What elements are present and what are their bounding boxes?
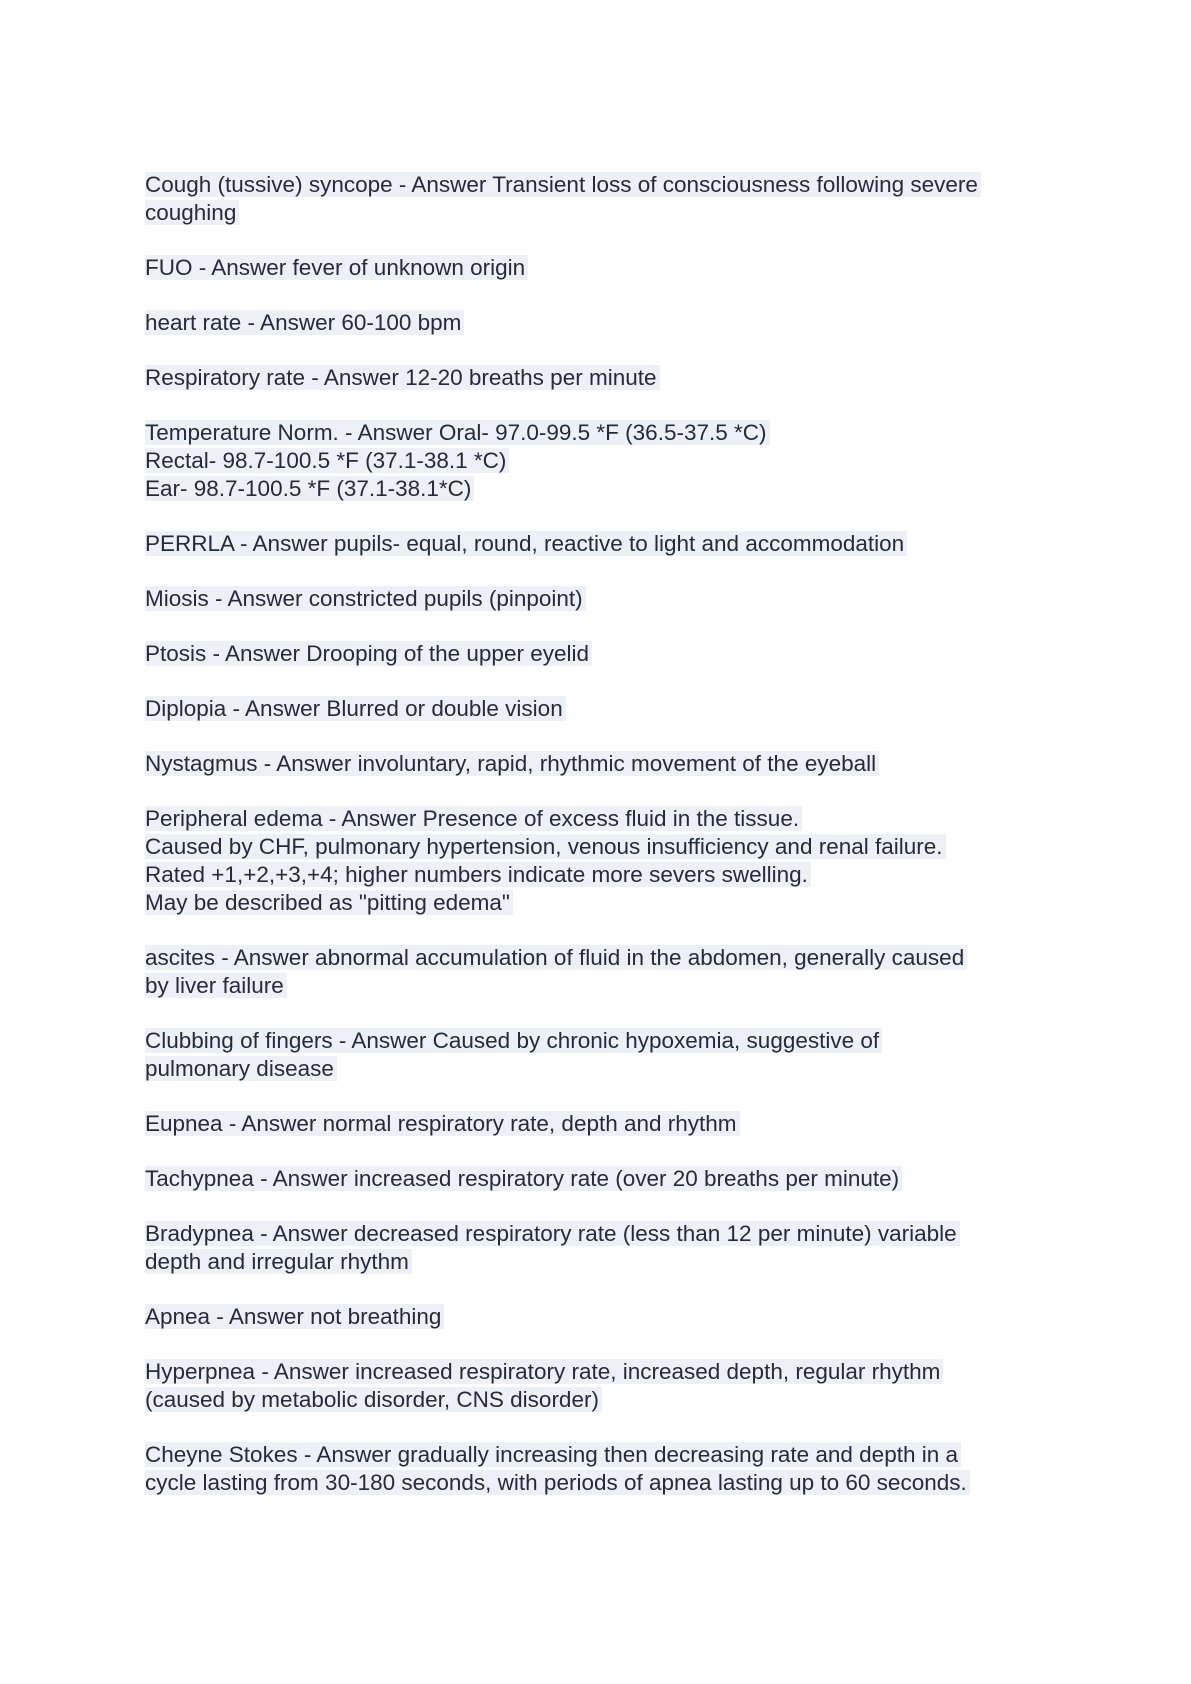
entry-line-text: coughing xyxy=(145,200,239,225)
entry-line xyxy=(145,695,1055,723)
entry-line-text: Cheyne Stokes - Answer gradually increasing then decreasing rate and depth in a xyxy=(145,1442,961,1467)
flashcard-entry xyxy=(145,364,1055,392)
entry-line-text: depth and irregular rhythm xyxy=(145,1249,412,1274)
entry-line xyxy=(145,1248,1055,1276)
entry-line-text: pulmonary disease xyxy=(145,1056,337,1081)
flashcard-entry xyxy=(145,254,1055,282)
entry-line xyxy=(145,447,1055,475)
entry-line-text: Clubbing of fingers - Answer Caused by chronic hypoxemia, suggestive of xyxy=(145,1028,882,1053)
entry-line-text: ascites - Answer abnormal accumulation of fluid in the abdomen, generally caused xyxy=(145,945,967,970)
flashcard-entry xyxy=(145,1441,1055,1497)
entry-line xyxy=(145,1441,1055,1469)
entry-line-text: Peripheral edema - Answer Presence of excess fluid in the tissue. xyxy=(145,806,802,831)
entry-line-text: Caused by CHF, pulmonary hypertension, venous insufficiency and renal failure. xyxy=(145,834,946,859)
entry-line xyxy=(145,805,1055,833)
entry-line-text: (caused by metabolic disorder, CNS disorder) xyxy=(145,1387,602,1412)
entry-line xyxy=(145,972,1055,1000)
flashcard-entry xyxy=(145,530,1055,558)
flashcard-entry xyxy=(145,1303,1055,1331)
entry-line xyxy=(145,1027,1055,1055)
entry-line xyxy=(145,1386,1055,1414)
flashcard-entry xyxy=(145,1027,1055,1083)
flashcard-entry xyxy=(145,1110,1055,1138)
flashcard-entry xyxy=(145,695,1055,723)
flashcard-entry xyxy=(145,750,1055,778)
entry-line-text: Apnea - Answer not breathing xyxy=(145,1304,444,1329)
entry-line-text: Temperature Norm. - Answer Oral- 97.0-99.5 *F (36.5-37.5 *C) xyxy=(145,420,770,445)
entry-line xyxy=(145,1358,1055,1386)
entry-line-text: by liver failure xyxy=(145,973,287,998)
entry-line-text: Miosis - Answer constricted pupils (pinpoint) xyxy=(145,586,586,611)
flashcard-entry xyxy=(145,1358,1055,1414)
entry-line xyxy=(145,1055,1055,1083)
entry-line xyxy=(145,1469,1055,1497)
flashcard-entry xyxy=(145,1220,1055,1276)
entry-line-text: Ptosis - Answer Drooping of the upper eyelid xyxy=(145,641,592,666)
flashcard-entry xyxy=(145,171,1055,227)
entry-line xyxy=(145,419,1055,447)
entry-line xyxy=(145,944,1055,972)
entry-line-text: Bradypnea - Answer decreased respiratory rate (less than 12 per minute) variable xyxy=(145,1221,960,1246)
entry-line-text: cycle lasting from 30-180 seconds, with periods of apnea lasting up to 60 seconds. xyxy=(145,1470,970,1495)
flashcard-entry xyxy=(145,419,1055,503)
entry-line-text: Nystagmus - Answer involuntary, rapid, rhythmic movement of the eyeball xyxy=(145,751,879,776)
flashcard-entry xyxy=(145,640,1055,668)
entry-line xyxy=(145,750,1055,778)
entry-line-text: Rated +1,+2,+3,+4; higher numbers indicate more severs swelling. xyxy=(145,862,811,887)
entry-line xyxy=(145,364,1055,392)
entry-line-text: Respiratory rate - Answer 12-20 breaths per minute xyxy=(145,365,660,390)
entry-line xyxy=(145,475,1055,503)
flashcard-entry xyxy=(145,1165,1055,1193)
entry-line xyxy=(145,309,1055,337)
entry-line-text: Ear- 98.7-100.5 *F (37.1-38.1*C) xyxy=(145,476,474,501)
flashcard-entry xyxy=(145,309,1055,337)
entry-line-text: Hyperpnea - Answer increased respiratory rate, increased depth, regular rhythm xyxy=(145,1359,943,1384)
entry-line-text: Diplopia - Answer Blurred or double vision xyxy=(145,696,566,721)
entry-line xyxy=(145,889,1055,917)
entry-line-text: Eupnea - Answer normal respiratory rate, depth and rhythm xyxy=(145,1111,740,1136)
entry-line xyxy=(145,1165,1055,1193)
entry-line xyxy=(145,1303,1055,1331)
entry-line-text: Tachypnea - Answer increased respiratory rate (over 20 breaths per minute) xyxy=(145,1166,902,1191)
flashcard-entry xyxy=(145,805,1055,917)
entry-line xyxy=(145,585,1055,613)
entry-line xyxy=(145,199,1055,227)
flashcard-list xyxy=(145,171,1055,1524)
entry-line-text: Rectal- 98.7-100.5 *F (37.1-38.1 *C) xyxy=(145,448,509,473)
entry-line xyxy=(145,833,1055,861)
entry-line xyxy=(145,171,1055,199)
entry-line xyxy=(145,530,1055,558)
entry-line-text: heart rate - Answer 60-100 bpm xyxy=(145,310,464,335)
entry-line xyxy=(145,1220,1055,1248)
entry-line-text: PERRLA - Answer pupils- equal, round, reactive to light and accommodation xyxy=(145,531,907,556)
entry-line xyxy=(145,254,1055,282)
entry-line xyxy=(145,1110,1055,1138)
entry-line-text: Cough (tussive) syncope - Answer Transient loss of consciousness following severe xyxy=(145,172,981,197)
entry-line xyxy=(145,861,1055,889)
flashcard-entry xyxy=(145,585,1055,613)
entry-line-text: FUO - Answer fever of unknown origin xyxy=(145,255,528,280)
entry-line-text: May be described as "pitting edema" xyxy=(145,890,513,915)
flashcard-entry xyxy=(145,944,1055,1000)
entry-line xyxy=(145,640,1055,668)
